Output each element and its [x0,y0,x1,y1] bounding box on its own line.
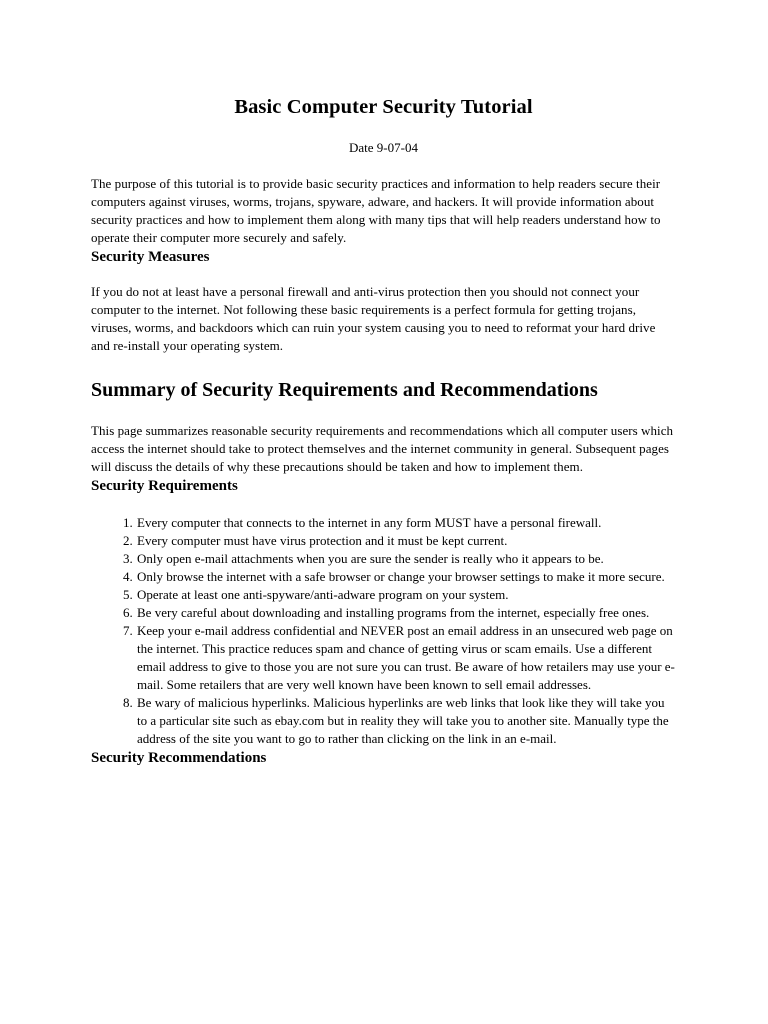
list-item: 8. Be wary of malicious hyperlinks. Malicious hyperlinks are web links that look like they will take you to a particular site such as ebay.com but in reality they will take you to another site. Manually type the address of the site you want to go to rather than clicking on the link in an e-mail. [136,694,676,748]
list-item: 2. Every computer must have virus protection and it must be kept current. [136,532,676,550]
summary-heading: Summary of Security Requirements and Recommendations [91,379,598,401]
security-requirements-heading: Security Requirements [91,478,238,494]
summary-paragraph: This page summarizes reasonable security requirements and recommendations which all computer users which access the internet should take to protect themselves and the internet community in general. Subsequent pages will discuss the details of why these precautions should be taken and how to implement them. [91,423,674,474]
security-measures-heading: Security Measures [91,249,210,265]
list-item: 5. Operate at least one anti-spyware/anti-adware program on your system. [136,586,676,604]
list-item: 4. Only browse the internet with a safe browser or change your browser settings to make it more secure. [136,568,676,586]
list-item: 1. Every computer that connects to the internet in any form MUST have a personal firewall. [136,514,676,532]
document-title: Basic Computer Security Tutorial [234,96,533,118]
intro-paragraph: The purpose of this tutorial is to provide basic security practices and information to help readers secure their computers against viruses, worms, trojans, spyware, adware, and hackers. It will provide information about security practices and how to implement them along with many tips that will help readers understand how to operate their computer more securely and safely. [91,176,661,245]
list-item: 7. Keep your e-mail address confidential and NEVER post an email address in an unsecured web page on the internet. This practice reduces spam and chance of getting virus or scam emails. Use a different email address to give to those you are not sure you can trust. Be aware of how retailers may use your e-mail. Some retailers that are very well known have been known to sell email addresses. [136,622,676,694]
security-measures-paragraph: If you do not at least have a personal firewall and anti-virus protection then you should not connect your computer to the internet. Not following these basic requirements is a perfect formula for getting trojans, viruses, worms, and backdoors which can ruin your system causing you to need to reformat your hard drive and re-install your operating system. [91,284,656,353]
list-item: 6. Be very careful about downloading and installing programs from the internet, especially free ones. [136,604,676,622]
list-item: 3. Only open e-mail attachments when you are sure the sender is really who it appears to be. [136,550,676,568]
security-requirements-list [91,514,676,748]
security-recommendations-heading: Security Recommendations [91,750,267,766]
document-date: Date 9-07-04 [349,140,418,155]
